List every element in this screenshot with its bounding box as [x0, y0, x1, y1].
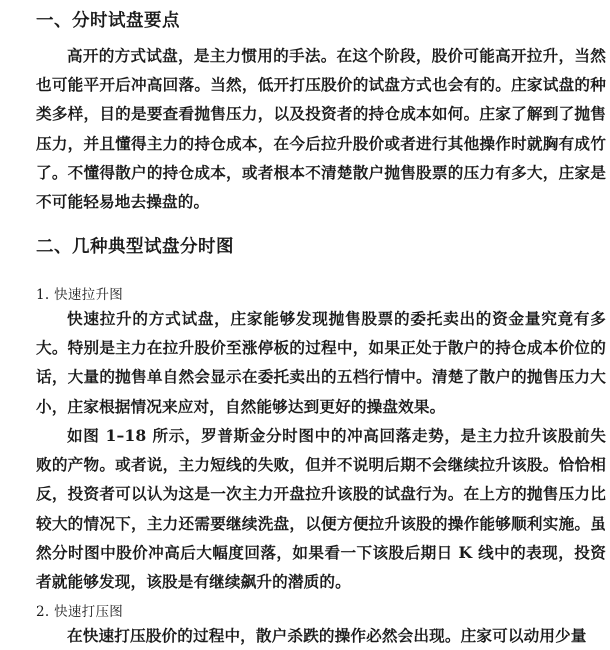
paragraph-figure-1-18-analysis: 如图 1–18 所示，罗普斯金分时图中的冲高回落走势，是主力拉升该股前失败的产物。或者说，主力短线的失败，但并不说明后期不会继续拉升该股。恰恰相反，投资者可以认为这是一次主力开盘拉升该股的试盘行为。在上方的抛售压力比较大的情况下，主力还需要继续洗盘，以便方便拉升该股的操作能够顺利实施。虽然分时图中股价冲高后大幅度回落，如果看一下该股后期日 K 线中的表现，投资者就能够发现，该股是有继续飙升的潜质的。 [36, 426, 606, 592]
section-heading-typical-test-charts: 二、几种典型试盘分时图 [36, 237, 234, 257]
subsection-title-rapid-suppression: 2. 快速打压图 [36, 604, 124, 620]
subsection-title-rapid-rise: 1. 快速拉升图 [36, 287, 124, 303]
paragraph-rapid-suppression-method: 在快速打压股价的过程中，散户杀跌的操作必然会出现。庄家可以动用少量 [67, 626, 587, 645]
paragraph-rapid-rise-method: 快速拉升的方式试盘，庄家能够发现抛售股票的委托卖出的资金量究竟有多大。特别是主力在拉升股价至涨停板的过程中，如果正处于散户的持仓成本价位的话，大量的抛售单自然会显示在委托卖出的五档行情中。清楚了散户的抛售压力大小，庄家根据情况来应对，自然能够达到更好的操盘效果。 [36, 309, 606, 416]
section-heading-intraday-test-key-points: 一、分时试盘要点 [36, 11, 180, 31]
paragraph-intraday-test-overview: 高开的方式试盘，是主力惯用的手法。在这个阶段，股价可能高开拉升，当然也可能平开后冲高回落。当然，低开打压股价的试盘方式也会有的。庄家试盘的种类多样，目的是要查看抛售压力，以及投资者的持仓成本如何。庄家了解到了抛售压力，并且懂得主力的持仓成本，在今后拉升股价或者进行其他操作时就胸有成竹了。不懂得散户的持仓成本，或者根本不清楚散户抛售股票的压力有多大，庄家是不可能轻易地去操盘的。 [36, 46, 606, 212]
